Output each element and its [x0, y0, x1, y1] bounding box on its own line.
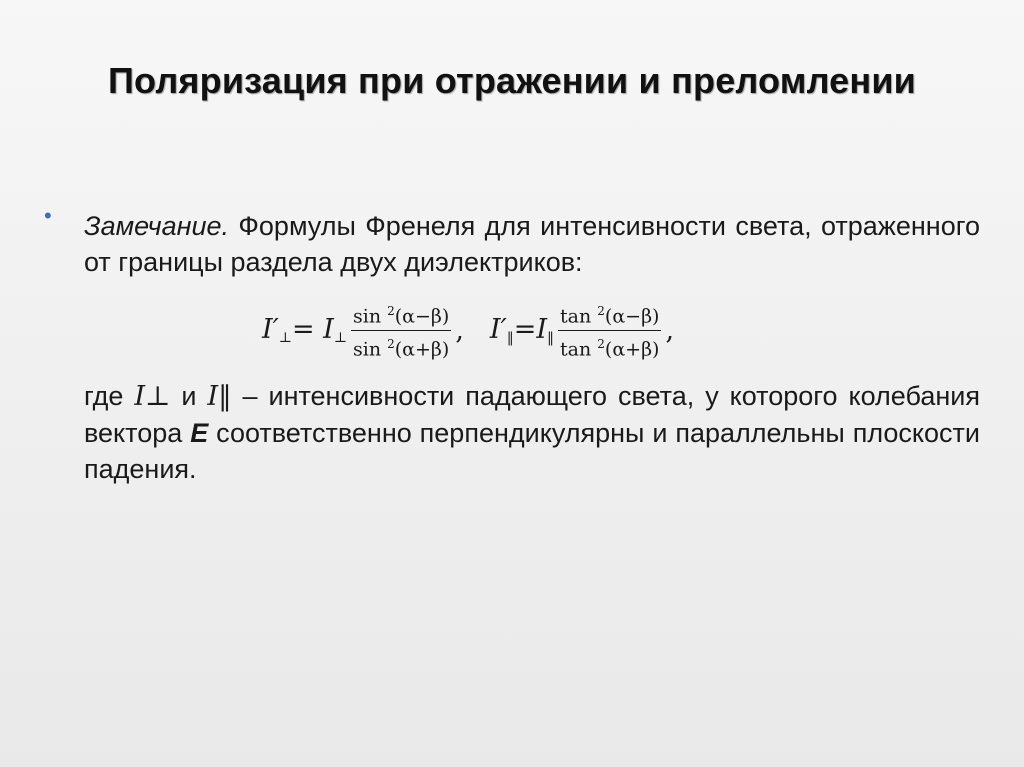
equals-i-perp: = $I_\perp$: [291, 314, 348, 346]
fraction-sin: [351, 298, 451, 362]
i-par-symbol: I‖: [207, 381, 232, 412]
formula-end: ,: [665, 314, 675, 346]
bullet-icon: •: [44, 203, 52, 228]
i-perp-symbol: I⊥: [134, 381, 171, 412]
equals-i-par: $=I_‖$: [513, 314, 555, 346]
formula-separator: ,: [455, 314, 464, 346]
explanation-paragraph: где I⊥ и I‖ – интенсивности падающего света, у которого колебания вектора E соответственно перпендикулярны и параллельны плоскости падения.: [84, 381, 980, 484]
slide-title: Поляризация при отражении и преломлении: [107, 60, 916, 101]
i-perp-reflected: $I'_\perp$: [262, 314, 292, 346]
i-par-reflected: $I'_‖$: [489, 314, 514, 346]
remark-paragraph: [84, 208, 980, 280]
remark-text: Формулы Френеля для интенсивности света, отраженного от границы раздела двух диэлектриков:: [84, 211, 980, 277]
fraction-tan: [558, 298, 661, 362]
fresnel-formula: [262, 295, 674, 365]
fraction-tan-numerator: tan $^2$(α−β): [558, 298, 661, 330]
vector-e-symbol: E: [190, 418, 209, 448]
fraction-sin-numerator: sin $^2$(α−β): [351, 298, 451, 330]
remark-label: Замечание.: [84, 211, 229, 241]
fraction-tan-denominator: tan $^2$(α+β): [560, 336, 660, 360]
fraction-sin-denominator: sin $^2$(α+β): [353, 336, 450, 360]
